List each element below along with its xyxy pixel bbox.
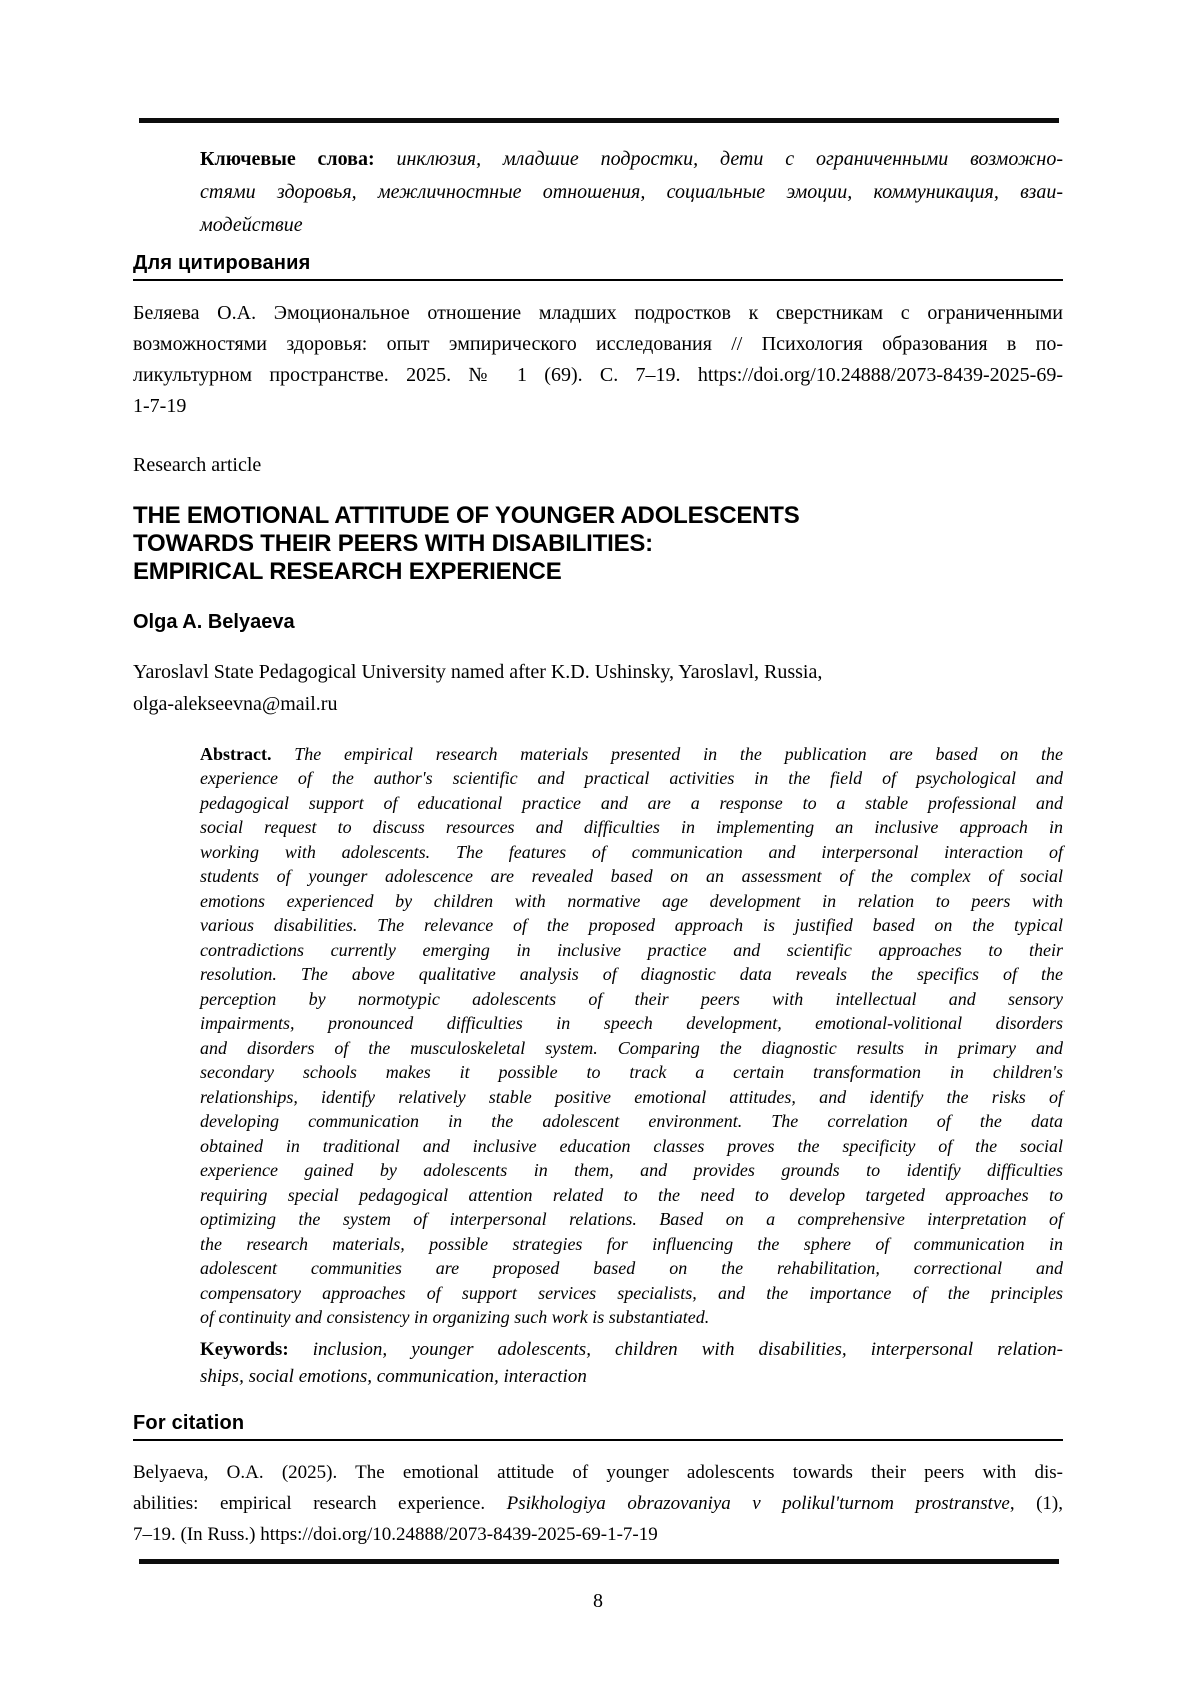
text-line: students of younger adolescence are revealed based on an assessment of the complex of social: [200, 866, 1063, 887]
abstract-first-line: [200, 742, 1063, 767]
page-number: 8: [593, 1590, 603, 1613]
text-line: 1-7-19: [133, 394, 187, 417]
text-line: возможностями здоровья: опыт эмпирического исследования // Психология образования в по-: [133, 332, 1063, 355]
text-line: optimizing the system of interpersonal relations. Based on a comprehensive interpretation of: [200, 1209, 1063, 1230]
author-email: olga-alekseevna@mail.ru: [133, 692, 338, 715]
keywords-ru-text: инклюзия, младшие подростки, дети с ограниченными возможно-: [396, 148, 1064, 170]
text-line: requiring special pedagogical attention related to the need to develop targeted approaches to: [200, 1184, 1063, 1205]
top-rule: [139, 118, 1059, 123]
text-line: ликультурном пространстве. 2025. № 1 (69). С. 7–19. https://doi.org/10.24888/2073-8439-2025-69-: [133, 363, 1063, 386]
text-line: compensatory approaches of support services specialists, and the importance of the principles: [200, 1282, 1063, 1303]
citation-en-text: , (1),: [1009, 1493, 1064, 1515]
top-margin-spacer: [0, 0, 1200, 118]
text-line: contradictions currently emerging in inclusive practice and scientific approaches to their: [200, 939, 1063, 960]
keywords-en-text: inclusion, younger adolescents, children with disabilities, interpersonal relation-: [312, 1338, 1063, 1360]
text-line: working with adolescents. The features of communication and interpersonal interaction of: [200, 841, 1063, 862]
article-title: [133, 502, 1063, 586]
citation-en-line: [133, 1488, 1063, 1519]
citation-en-paragraph: [133, 1457, 1063, 1550]
citation-en-text: abilities: empirical research experience.: [133, 1493, 507, 1515]
text-line: social request to discuss resources and difficulties in implementing an inclusive approach in: [200, 817, 1063, 838]
abstract-text: The empirical research materials presented in the publication are based on the: [294, 743, 1063, 764]
text-line: developing communication in the adolescent environment. The correlation of the data: [200, 1111, 1063, 1132]
citation-ru-paragraph: [133, 298, 1063, 422]
keywords-ru-label: Ключевые слова:: [200, 148, 375, 170]
text-line: and disorders of the musculoskeletal system. Comparing the diagnostic results in primary and: [200, 1037, 1063, 1058]
text-line: resolution. The above qualitative analysis of diagnostic data reveals the specifics of the: [200, 964, 1063, 985]
text-line: adolescent communities are proposed based on the rehabilitation, correctional and: [200, 1258, 1063, 1279]
affiliation-line: Yaroslavl State Pedagogical University named after K.D. Ushinsky, Yaroslavl, Russia,: [133, 660, 823, 683]
keywords-en-lines: [200, 1363, 1063, 1390]
bottom-rule: [139, 1559, 1059, 1564]
keywords-ru-first-line: [200, 143, 1063, 176]
for-citation-heading: For citation: [133, 1412, 1063, 1441]
journal-name: Psikhologiya obrazovaniya v polikul'turnom prostranstve: [506, 1493, 1010, 1515]
keywords-en-label: Keywords:: [200, 1338, 289, 1360]
abstract-label: Abstract.: [200, 743, 272, 764]
keywords-en-paragraph: [200, 1336, 1063, 1390]
text-line: pedagogical support of educational practice and are a response to a stable professional and: [200, 792, 1063, 813]
text-line: the research materials, possible strategies for influencing the sphere of communication in: [200, 1233, 1063, 1254]
text-line: impairments, pronounced difficulties in speech development, emotional-volitional disorders: [200, 1013, 1063, 1034]
text-line: experience gained by adolescents in them, and provides grounds to identify difficulties: [200, 1160, 1063, 1181]
text-line: ships, social emotions, communication, interaction: [200, 1365, 587, 1387]
citation-ru-lines: [133, 298, 1063, 422]
article-title-line: EMPIRICAL RESEARCH EXPERIENCE: [133, 557, 562, 585]
citation-en-line: Belyaeva, O.A. (2025). The emotional attitude of younger adolescents towards their peers with dis-: [133, 1462, 1063, 1484]
text-line: obtained in traditional and inclusive education classes proves the specificity of the social: [200, 1135, 1063, 1156]
text-line: relationships, identify relatively stable positive emotional attitudes, and identify the risks of: [200, 1086, 1063, 1107]
text-line: стями здоровья, межличностные отношения, социальные эмоции, коммуникация, взаи-: [200, 181, 1063, 203]
article-title-line: THE EMOTIONAL ATTITUDE OF YOUNGER ADOLESCENTS: [133, 501, 800, 529]
keywords-en-first-line: [200, 1336, 1063, 1363]
abstract-lines: [200, 766, 1063, 1330]
keywords-ru-paragraph: [200, 143, 1063, 242]
text-line: модействие: [200, 214, 303, 236]
keywords-ru-lines: [200, 176, 1063, 242]
citation-en-doi: 7–19. (In Russ.) https://doi.org/10.24888/2073-8439-2025-69-1-7-19: [133, 1524, 658, 1546]
abstract-paragraph: [200, 742, 1063, 1330]
text-line: secondary schools makes it possible to track a certain transformation in children's: [200, 1062, 1063, 1083]
text-line: various disabilities. The relevance of the proposed approach is justified based on the typical: [200, 915, 1063, 936]
text-line: of continuity and consistency in organizing such work is substantiated.: [200, 1307, 710, 1328]
citation-ru-heading: Для цитирования: [133, 252, 1063, 281]
text-line: perception by normotypic adolescents of their peers with intellectual and sensory: [200, 988, 1063, 1009]
article-title-line: TOWARDS THEIR PEERS WITH DISABILITIES:: [133, 529, 653, 557]
affiliation: [133, 656, 1063, 720]
author-name: Olga A. Belyaeva: [133, 610, 295, 633]
article-type-label: Research article: [133, 453, 262, 476]
text-line: emotions experienced by children with normative age development in relation to peers with: [200, 890, 1063, 911]
text-line: experience of the author's scientific and practical activities in the field of psychological and: [200, 768, 1063, 789]
text-line: Беляева О.А. Эмоциональное отношение младших подростков к сверстникам с ограниченными: [133, 301, 1063, 324]
